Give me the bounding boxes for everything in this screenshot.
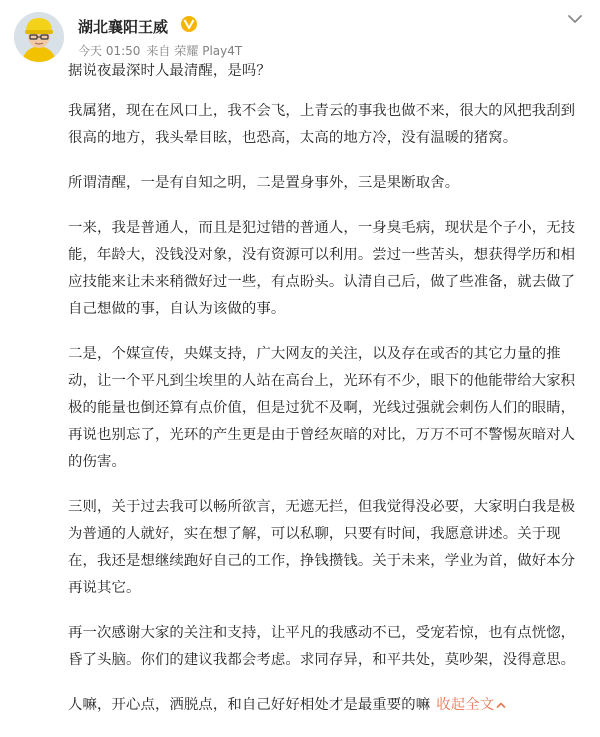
chevron-up-icon[interactable] <box>496 700 506 710</box>
post-paragraph: 二是，个媒宣传，央媒支持，广大网友的关注，以及存在或否的其它力量的推动，让一个平凡到尘埃里的人站在高台上，光环有不少，眼下的他能带给大家积极的能量也倒还算有点价值，但是过犹不及啊，光线过强就会刺伤人们的眼睛，再说也别忘了，光环的产生更是由于曾经灰暗的对比，万万不可不警惕灰暗对人的伤害。 <box>68 346 576 470</box>
post-last-line <box>68 692 588 719</box>
author-name[interactable]: 湖北襄阳王威 <box>78 18 169 36</box>
verified-badge-icon <box>180 15 198 33</box>
post-time[interactable]: 今天 01:50 <box>78 44 141 58</box>
post-meta <box>78 42 248 59</box>
chevron-down-icon[interactable] <box>566 12 584 26</box>
avatar[interactable] <box>14 12 64 62</box>
post-body <box>68 58 588 737</box>
post-paragraph: 一来，我是普通人，而且是犯过错的普通人，一身臭毛病，现状是个子小，无技能，年龄大，没钱没对象，没有资源可以利用。尝过一些苦头，想获得学历和相应技能来让未来稍微好过一些，有点盼头。认清自己后，做了些准备，就去做了自己想做的事，自认为该做的事。 <box>68 220 576 317</box>
avatar-helmet-icon <box>14 12 64 62</box>
post-paragraph: 三则，关于过去我可以畅所欲言，无遮无拦，但我觉得没必要，大家明白我是极为普通的人就好，实在想了解，可以私聊，只要有时间，我愿意讲述。关于现在，我还是想继续跑好自己的工作，挣钱攒钱。关于未来，学业为首，做好本分再说其它。 <box>68 499 576 596</box>
post-paragraph: 所谓清醒，一是有自知之明，二是置身事外，三是果断取舍。 <box>68 175 460 191</box>
last-line-text: 人嘛，开心点，洒脱点，和自己好好相处才是最重要的嘛 <box>68 697 431 713</box>
post-paragraph: 再一次感谢大家的关注和支持，让平凡的我感动不已，受宠若惊，也有点恍惚，昏了头脑。你们的建议我都会考虑。求同存异，和平共处，莫吵架，没得意思。 <box>68 625 576 668</box>
post-paragraph: 我属猪，现在在风口上，我不会飞，上青云的事我也做不来，很大的风把我刮到很高的地方，我头晕目眩，也恐高，太高的地方冷，没有温暖的猪窝。 <box>68 103 576 146</box>
collapse-text-link[interactable] <box>436 697 506 713</box>
post-paragraph: 据说夜最深时人最清醒，是吗？ <box>68 63 271 79</box>
post-source[interactable]: 荣耀 Play4T <box>174 44 243 58</box>
collapse-label[interactable]: 收起全文 <box>436 697 495 713</box>
source-prefix: 来自 <box>146 44 171 58</box>
